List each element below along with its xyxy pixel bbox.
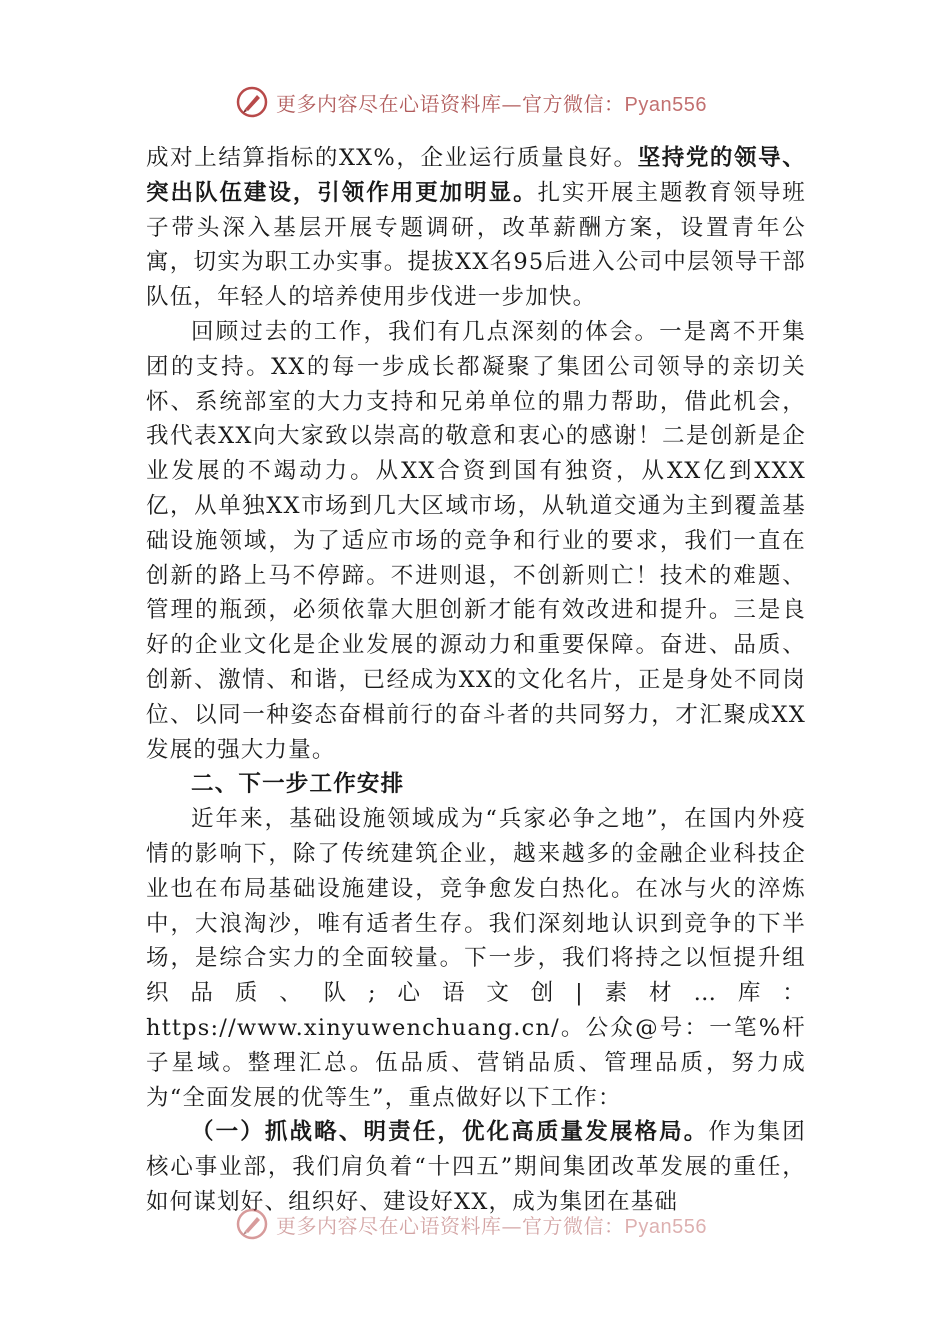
text-run: 成对上结算指标的XX%，企业运行质量良好。 <box>146 145 638 171</box>
pen-logo-icon <box>236 86 268 118</box>
watermark-footer <box>236 1206 756 1242</box>
paragraph <box>146 1115 806 1219</box>
document-body <box>146 141 806 1220</box>
pen-logo-icon <box>236 1208 268 1240</box>
paragraph <box>146 802 806 1115</box>
paragraph <box>146 141 806 315</box>
watermark-text: 更多内容尽在心语资料库—官方微信：Pyan556 <box>276 91 707 116</box>
text-run: 回顾过去的工作，我们有几点深刻的体会。一是离不开集团的支持。XX的每一步成长都凝聚了集团公司领导的亲切关怀、系统部室的大力支持和兄弟单位的鼎力帮助，借此机会，我代表XX向大家致以崇高的敬意和衷心的感谢！二是创新是企业发展的不竭动力。从XX合资到国有独资，从XX亿到XXX亿，从单独XX市场到几大区域市场，从轨道交通为主到覆盖基础设施领域，为了适应市场的竞争和行业的要求，我们一直在创新的路上马不停蹄。不进则退，不创新则亡！技术的难题、管理的瓶颈，必须依靠大胆创新才能有效改进和提升。三是良好的企业文化是企业发展的源动力和重要保障。奋进、品质、创新、激情、和谐，已经成为XX的文化名片，正是身处不同岗位、以同一种姿态奋楫前行的奋斗者的共同努力，才汇聚成XX发展的强大力量。 <box>146 318 806 763</box>
bold-text-run: 坚持党的领导、突出队伍建设，引领作用更加明显。 <box>146 145 806 206</box>
bold-text-run: （一）抓战略、明责任，优化高质量发展格局。 <box>191 1119 709 1146</box>
text-run: 扎实开展主题教育领导班子带头深入基层开展专题调研，改革薪酬方案，设置青年公寓，切实为职工办实事。提拔XX名95后进入公司中层领导干部队伍，年轻人的培养使用步伐进一步加快。 <box>146 179 807 311</box>
bold-text-run: 二、下一步工作安排 <box>191 771 405 798</box>
watermark-text: 更多内容尽在心语资料库—官方微信：Pyan556 <box>276 1213 707 1238</box>
watermark-header <box>236 84 756 120</box>
text-run: 近年来，基础设施领域成为“兵家必争之地”，在国内外疫情的影响下，除了传统建筑企业，越来越多的金融企业科技企业也在布局基础设施建设，竞争愈发白热化。在冰与火的淬炼中，大浪淘沙，唯有适者生存。我们深刻地认识到竞争的下半场，是综合实力的全面较量。下一步，我们将持之以恒提升组织品质、队;心语文创|素材…库：https://www.xinyuwenchuang.cn/。公众@号：一笔%杆子星域。整理汇总。伍品质、营销品质、管理品质，努力成为“全面发展的优等生”，重点做好以下工作： <box>146 806 806 1111</box>
text-run: 作为集团核心事业部，我们肩负着“十四五”期间集团改革发展的重任，如何谋划好、组织好、建设好XX，成为集团在基础 <box>146 1119 806 1215</box>
paragraph <box>146 315 806 767</box>
section-heading <box>146 767 806 802</box>
